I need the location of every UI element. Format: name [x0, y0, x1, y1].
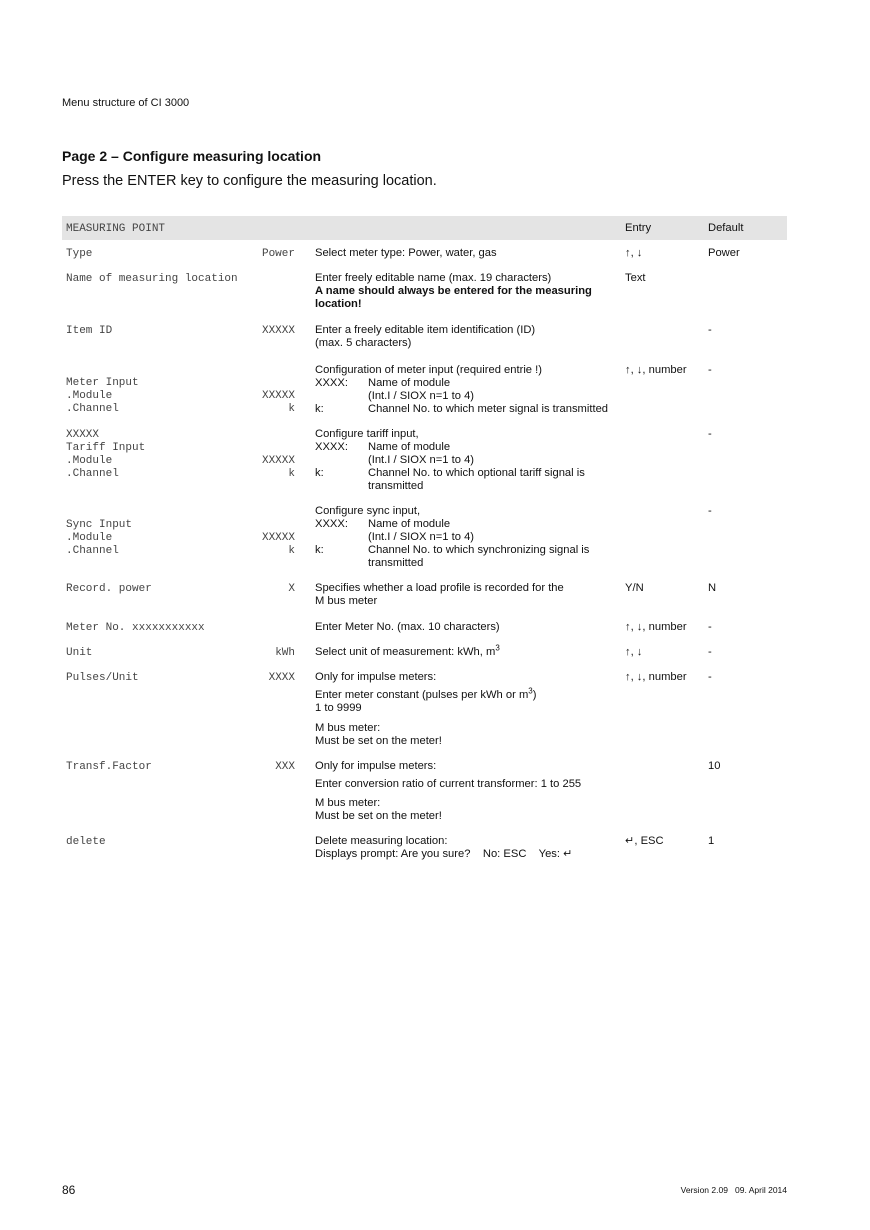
- desc-sync-5: transmitted: [368, 557, 424, 569]
- desc-sync-2: Name of module: [368, 518, 451, 530]
- table-header-name: MEASURING POINT: [66, 223, 166, 235]
- desc-sync-key2: k:: [315, 544, 324, 556]
- desc-tariff-5: transmitted: [368, 480, 424, 492]
- desc-meter-3: (Int.I / SIOX n=1 to 4): [368, 390, 475, 402]
- desc-name-3: location!: [315, 298, 362, 310]
- param-meter-module: .Module: [66, 390, 113, 402]
- default-meter: -: [708, 364, 712, 376]
- desc-pulses-2: Enter meter constant (pulses per kWh or $m^3$): [315, 686, 537, 701]
- desc-meter-key2: k:: [315, 403, 324, 415]
- desc-meter-4: Channel No. to which meter signal is transmitted: [368, 403, 609, 415]
- desc-item-id-2: (max. 5 characters): [315, 337, 412, 349]
- default-pulses: -: [708, 671, 712, 683]
- param-delete: delete: [66, 836, 106, 848]
- page-number: 86: [62, 1183, 76, 1197]
- desc-record-2: M bus meter: [315, 595, 378, 607]
- desc-item-id-1: Enter a freely editable item identification (ID): [315, 324, 536, 336]
- desc-pulses-4: M bus meter:: [315, 722, 381, 734]
- value-meter-module: XXXXX: [261, 390, 295, 402]
- value-item-id: XXXXX: [261, 325, 295, 337]
- param-record-power: Record. power: [66, 583, 152, 595]
- desc-transf-4: Must be set on the meter!: [315, 810, 442, 822]
- param-sync-module: .Module: [66, 532, 113, 544]
- desc-name-2: A name should always be entered for the measuring: [315, 285, 592, 297]
- param-tariff-channel: .Channel: [66, 468, 119, 480]
- desc-tariff-2: Name of module: [368, 441, 451, 453]
- desc-sync-1: Configure sync input,: [315, 505, 421, 517]
- default-type: Power: [708, 247, 740, 259]
- entry-meter-no: ↑, ↓, number: [625, 621, 687, 633]
- entry-meter: ↑, ↓, number: [625, 364, 687, 376]
- table-header-entry: Entry: [625, 222, 652, 234]
- section-title: Page 2 – Configure measuring location: [62, 148, 322, 164]
- default-record: N: [708, 582, 717, 594]
- table-header-bar: [62, 216, 787, 240]
- entry-name: Text: [625, 272, 646, 284]
- param-sync-input: Sync Input: [66, 519, 133, 531]
- param-meter-channel: .Channel: [66, 403, 119, 415]
- param-type: Type: [66, 248, 93, 260]
- entry-record: Y/N: [625, 582, 644, 594]
- table-header-default: Default: [708, 222, 744, 234]
- desc-meter-no: Enter Meter No. (max. 10 characters): [315, 621, 500, 633]
- param-sync-channel: .Channel: [66, 545, 119, 557]
- param-meter-no: Meter No. xxxxxxxxxxx: [66, 622, 205, 634]
- desc-meter-key1: XXXX:: [315, 377, 348, 389]
- desc-transf-2: Enter conversion ratio of current transformer: 1 to 255: [315, 778, 582, 790]
- param-pulses: Pulses/Unit: [66, 672, 139, 684]
- value-record-power: X: [288, 583, 295, 595]
- value-type: Power: [261, 248, 295, 260]
- default-sync: -: [708, 505, 712, 517]
- param-tariff-xxxxx: XXXXX: [66, 429, 100, 441]
- desc-tariff-key1: XXXX:: [315, 441, 348, 453]
- default-item-id: -: [708, 324, 712, 336]
- version-label: Version 2.09 09. April 2014: [680, 1185, 787, 1195]
- param-unit: Unit: [66, 647, 93, 659]
- value-sync-module: XXXXX: [261, 532, 295, 544]
- param-item-id: Item ID: [66, 325, 113, 337]
- desc-name-1: Enter freely editable name (max. 19 characters): [315, 272, 552, 284]
- desc-transf-3: M bus meter:: [315, 797, 381, 809]
- param-tariff-input: Tariff Input: [66, 442, 146, 454]
- desc-tariff-key2: k:: [315, 467, 324, 479]
- default-transf: 10: [708, 760, 721, 772]
- desc-transf-1: Only for impulse meters:: [315, 760, 437, 772]
- value-unit: kWh: [275, 647, 295, 659]
- running-head: Menu structure of CI 3000: [62, 97, 190, 109]
- value-meter-channel: k: [288, 403, 295, 415]
- value-transf: XXX: [275, 761, 295, 773]
- entry-unit: ↑, ↓: [625, 646, 643, 658]
- desc-tariff-3: (Int.I / SIOX n=1 to 4): [368, 454, 475, 466]
- value-sync-channel: k: [288, 545, 295, 557]
- default-tariff: -: [708, 428, 712, 440]
- desc-pulses-3: 1 to 9999: [315, 702, 362, 714]
- value-pulses: XXXX: [268, 672, 295, 684]
- desc-type: Select meter type: Power, water, gas: [315, 247, 497, 259]
- default-meter-no: -: [708, 621, 712, 633]
- desc-pulses-5: Must be set on the meter!: [315, 735, 442, 747]
- desc-sync-key1: XXXX:: [315, 518, 348, 530]
- desc-tariff-1: Configure tariff input,: [315, 428, 419, 440]
- param-name: Name of measuring location: [66, 273, 238, 285]
- param-meter-input: Meter Input: [66, 377, 139, 389]
- entry-type: ↑, ↓: [625, 247, 643, 259]
- desc-meter-1: Configuration of meter input (required entrie !): [315, 364, 542, 376]
- desc-record-1: Specifies whether a load profile is recorded for the: [315, 582, 564, 594]
- desc-delete-2: Displays prompt: Are you sure? No: ESC Yes: ↵: [315, 848, 573, 860]
- section-subtitle: Press the ENTER key to configure the measuring location.: [62, 173, 437, 189]
- value-tariff-module: XXXXX: [261, 455, 295, 467]
- param-tariff-module: .Module: [66, 455, 113, 467]
- value-tariff-channel: k: [288, 468, 295, 480]
- param-transf: Transf.Factor: [66, 761, 152, 773]
- entry-delete: ↵, ESC: [625, 835, 664, 847]
- desc-meter-2: Name of module: [368, 377, 451, 389]
- desc-sync-4: Channel No. to which synchronizing signal is: [368, 544, 590, 556]
- desc-delete-1: Delete measuring location:: [315, 835, 448, 847]
- desc-unit: Select unit of measurement: kWh, $m^3$: [315, 643, 500, 658]
- desc-sync-3: (Int.I / SIOX n=1 to 4): [368, 531, 475, 543]
- default-unit: -: [708, 646, 712, 658]
- desc-tariff-4: Channel No. to which optional tariff signal is: [368, 467, 585, 479]
- default-delete: 1: [708, 835, 715, 847]
- desc-pulses-1: Only for impulse meters:: [315, 671, 437, 683]
- entry-pulses: ↑, ↓, number: [625, 671, 687, 683]
